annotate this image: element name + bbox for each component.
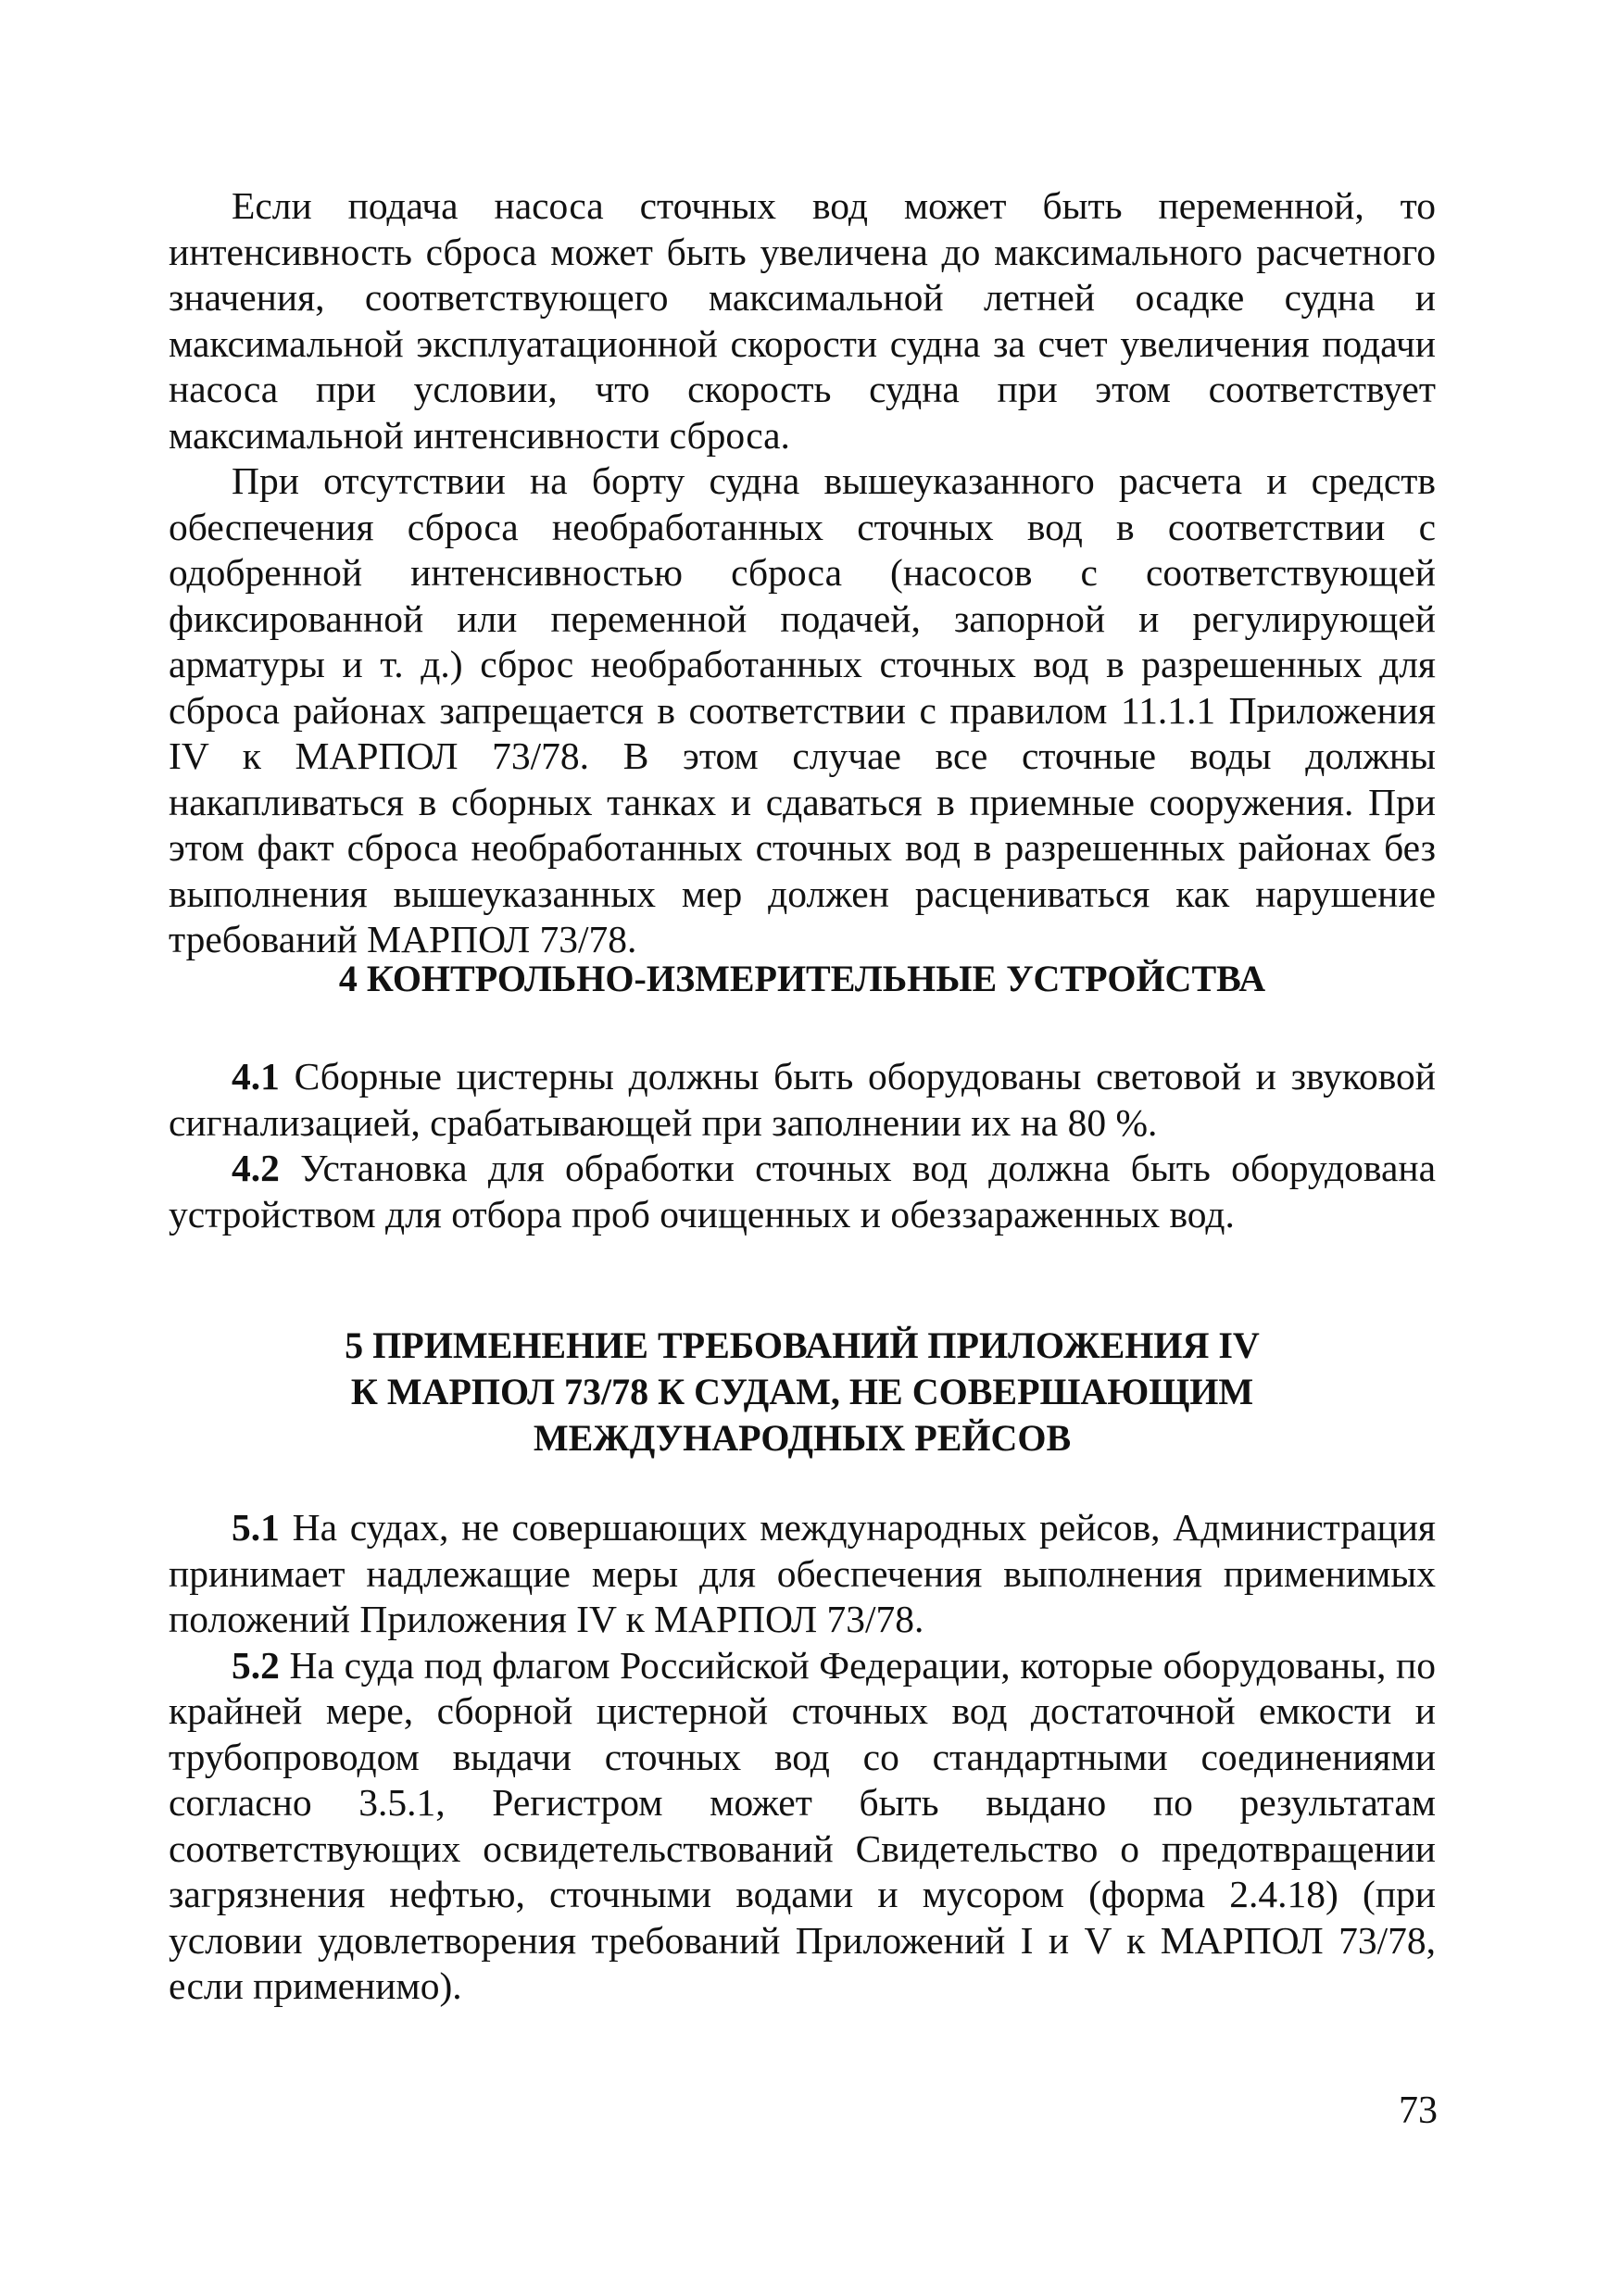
section-5-heading-line-1: 5 ПРИМЕНЕНИЕ ТРЕБОВАНИЙ ПРИЛОЖЕНИЯ IV (345, 1324, 1260, 1366)
clause-text: На суда под флагом Российской Федерации, которые оборудованы, по крайней мере, сборной цистерной сточных вод достаточной емкости и трубопроводом выдачи сточных вод со стандартными соединениями согласно 3.5.1, Регистром может быть выдано по результатам соответствующих освидетельствований Свидетельство о предотвращении загрязнения нефтью, сточными водами и мусором (форма 2.4.18) (при условии удовлетворения требований Приложений I и V к МАРПОЛ 73/78, если применимо). (169, 1643, 1436, 2007)
intro-text (169, 183, 1436, 963)
section-5-heading-line-2: К МАРПОЛ 73/78 К СУДАМ, НЕ СОВЕРШАЮЩИМ (350, 1371, 1254, 1412)
clause-text: Установка для обработки сточных вод должна быть оборудована устройством для отбора проб очищенных и обеззараженных вод. (169, 1147, 1436, 1236)
section-4-heading: 4 КОНТРОЛЬНО-ИЗМЕРИТЕЛЬНЫЕ УСТРОЙСТВА (338, 958, 1266, 999)
clause-4-2 (169, 1146, 1436, 1237)
section-5-heading-line-3: МЕЖДУНАРОДНЫХ РЕЙСОВ (533, 1417, 1072, 1459)
clause-number: 5.1 (232, 1506, 280, 1549)
intro-paragraph-1: Если подача насоса сточных вод может быть переменной, то интенсивность сброса может быть увеличена до максимального расчетного значения, соответствующего максимальной летней осадке судна и максимальной эксплуатационной скорости судна за счет увеличения подачи насоса при условии, что скорость судна при этом соответствует максимальной интенсивности сброса. (169, 184, 1436, 457)
section-5-body (169, 1505, 1436, 2010)
intro-paragraph-2: При отсутствии на борту судна вышеуказанного расчета и средств обеспечения сброса необработанных сточных вод в соответствии с одобренной интенсивностью сброса (насосов с соответствующей фиксированной или переменной подачей, запорной и регулирующей арматуры и т. д.) сброс необработанных сточных вод в разрешенных для сброса районах запрещается в соответствии с правилом 11.1.1 Приложения IV к МАРПОЛ 73/78. В этом случае все сточные воды должны накапливаться в сборных танках и сдаваться в приемные сооружения. При этом факт сброса необработанных сточных вод в разрешенных районах без выполнения вышеуказанных мер должен расцениваться как нарушение требований МАРПОЛ 73/78. (169, 459, 1436, 960)
clause-5-2 (169, 1643, 1436, 2010)
clause-text: На судах, не совершающих международных рейсов, Администрация принимает надлежащие меры для обеспечения выполнения применимых положений Приложения IV к МАРПОЛ 73/78. (169, 1506, 1436, 1640)
section-5-heading (169, 1323, 1436, 1462)
clause-5-1 (169, 1505, 1436, 1643)
clause-number: 4.1 (232, 1055, 280, 1098)
page-number: 73 (1399, 2089, 1438, 2132)
section-4-body (169, 1054, 1436, 1237)
clause-number: 4.2 (232, 1147, 280, 1189)
clause-text: Сборные цистерны должны быть оборудованы световой и звуковой сигнализацией, срабатывающей при заполнении их на 80 %. (169, 1055, 1436, 1144)
clause-number: 5.2 (232, 1643, 280, 1687)
clause-4-1 (169, 1054, 1436, 1146)
